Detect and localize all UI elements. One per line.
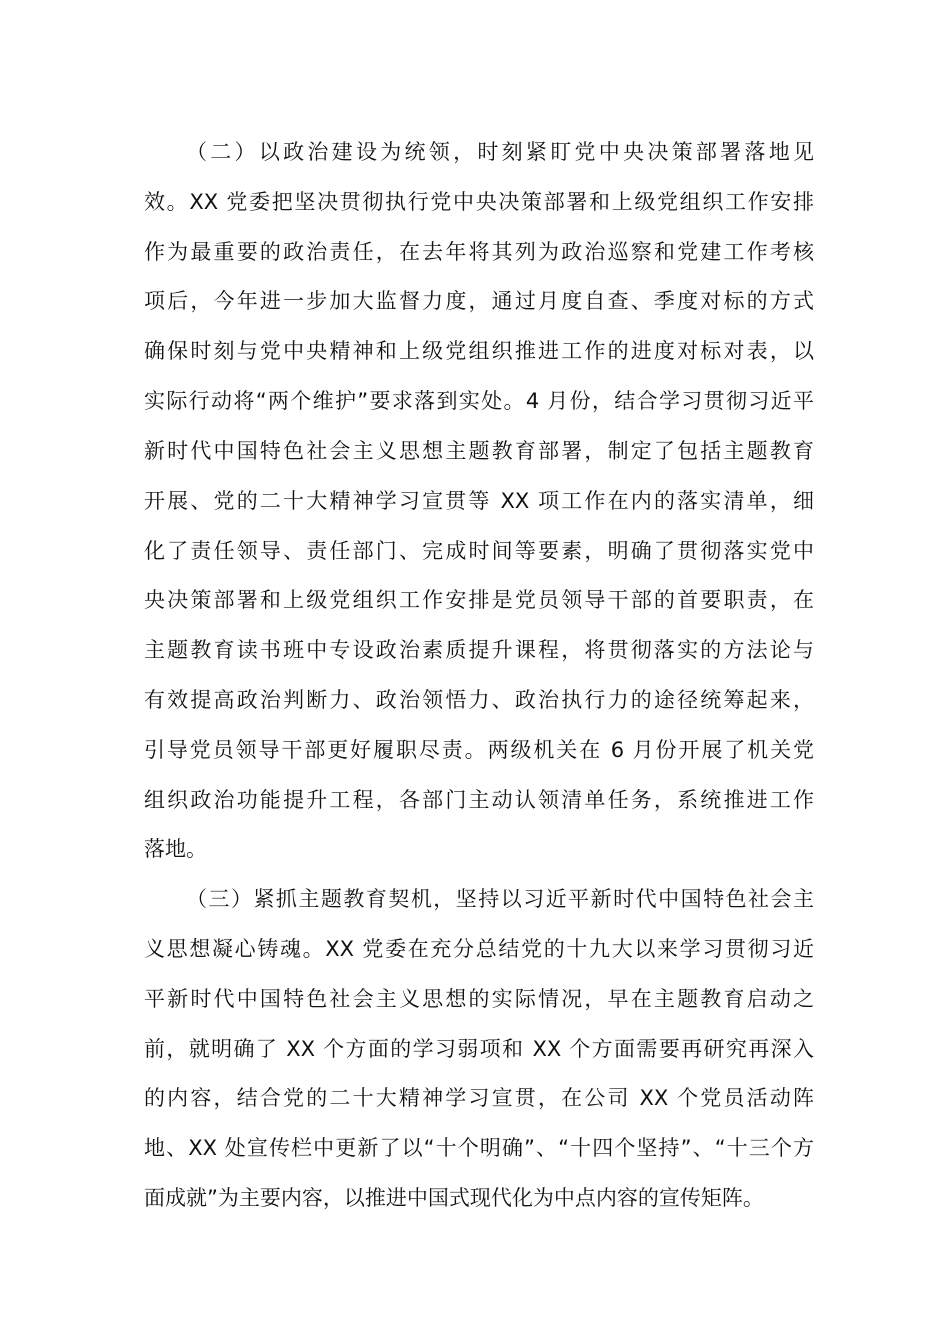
paragraph-line: 主题教育读书班中专设政治素质提升课程，将贯彻落实的方法论与 (144, 638, 814, 662)
paragraph-line: （三）紧抓主题教育契机，坚持以习近平新时代中国特色社会主 (186, 887, 814, 911)
paragraph-line: 开展、党的二十大精神学习宣贯等 XX 项工作在内的落实清单，细 (144, 489, 814, 513)
paragraph-line: （二）以政治建设为统领，时刻紧盯党中央决策部署落地见 (186, 140, 814, 164)
paragraph-line: 引导党员领导干部更好履职尽责。两级机关在 6 月份开展了机关党 (144, 738, 814, 762)
paragraph-line: 前，就明确了 XX 个方面的学习弱项和 XX 个方面需要再研究再深入 (144, 1037, 814, 1061)
paragraph-line: 项后，今年进一步加大监督力度，通过月度自查、季度对标的方式 (144, 289, 814, 313)
paragraph-line: 实际行动将“两个维护”要求落到实处。4 月份，结合学习贯彻习近平 (144, 389, 814, 413)
paragraph-line: 面成就”为主要内容，以推进中国式现代化为中点内容的宣传矩阵。 (144, 1186, 764, 1210)
paragraph-line: 新时代中国特色社会主义思想主题教育部署，制定了包括主题教育 (144, 439, 814, 463)
paragraph-line: 义思想凝心铸魂。XX 党委在充分总结党的十九大以来学习贯彻习近 (144, 937, 814, 961)
paragraph-line: 平新时代中国特色社会主义思想的实际情况，早在主题教育启动之 (144, 987, 814, 1011)
paragraph-line: 效。XX 党委把坚决贯彻执行党中央决策部署和上级党组织工作安排 (144, 190, 814, 214)
paragraph-line: 有效提高政治判断力、政治领悟力、政治执行力的途径统筹起来， (144, 688, 814, 712)
paragraph-line: 央决策部署和上级党组织工作安排是党员领导干部的首要职责，在 (144, 588, 814, 612)
paragraph-line: 化了责任领导、责任部门、完成时间等要素，明确了贯彻落实党中 (144, 539, 814, 563)
paragraph-line: 作为最重要的政治责任，在去年将其列为政治巡察和党建工作考核 (144, 240, 814, 264)
paragraph-line: 落地。 (144, 837, 207, 861)
paragraph-line: 组织政治功能提升工程，各部门主动认领清单任务，系统推进工作 (144, 788, 814, 812)
paragraph-line: 地、XX 处宣传栏中更新了以“十个明确”、“十四个坚持”、“十三个方 (144, 1136, 814, 1160)
paragraph-line: 确保时刻与党中央精神和上级党组织推进工作的进度对标对表，以 (144, 339, 814, 363)
paragraph-line: 的内容，结合党的二十大精神学习宣贯，在公司 XX 个党员活动阵 (144, 1086, 814, 1110)
